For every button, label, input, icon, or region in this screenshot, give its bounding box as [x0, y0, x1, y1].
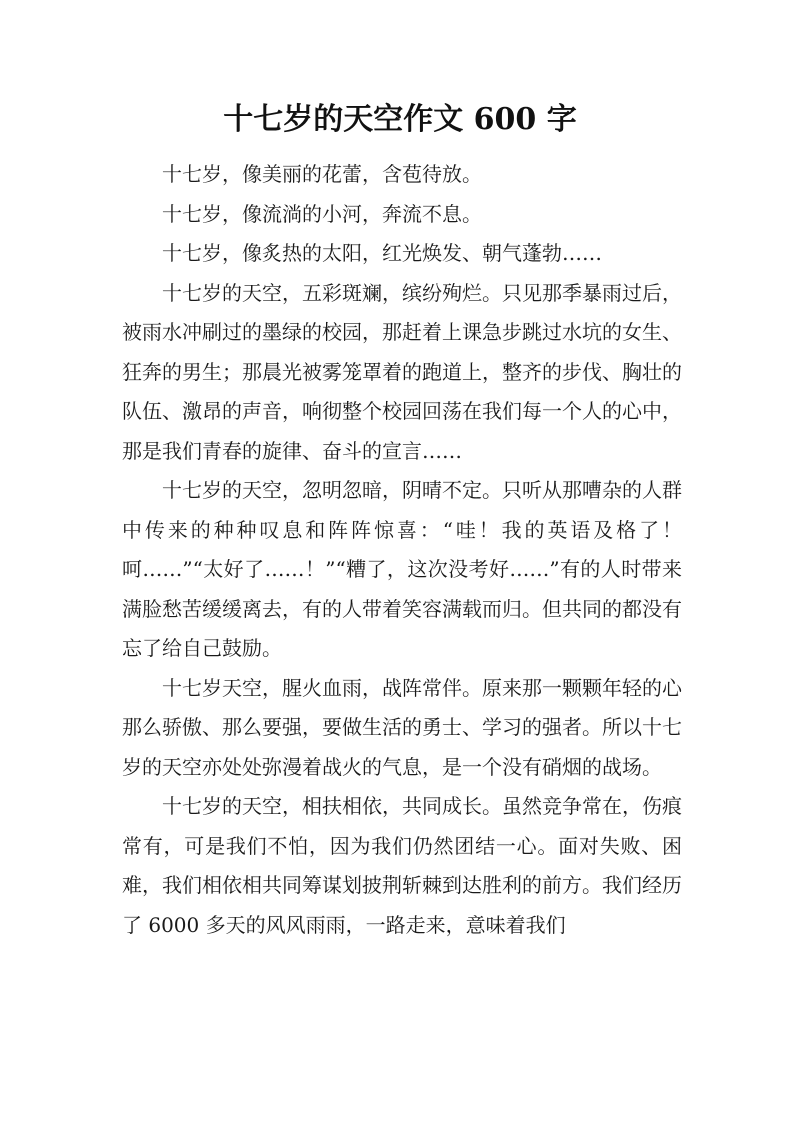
- document-title: 十七岁的天空作文 600 字: [223, 102, 577, 137]
- paragraph: 十七岁天空，腥火血雨，战阵常伴。原来那一颗颗年轻的心那么骄傲、那么要强，要做生活的勇士、学习的强者。所以十七岁的天空亦处处弥漫着战火的气息，是一个没有硝烟的战场。: [122, 675, 682, 779]
- paragraph: 十七岁，像流淌的小河，奔流不息。: [162, 201, 482, 226]
- paragraph: 十七岁的天空，五彩斑斓，缤纷殉烂。只见那季暴雨过后，被雨水冲刷过的墨绿的校园，那赶着上课急步跳过水坑的女生、狂奔的男生；那晨光被雾笼罩着的跑道上，整齐的步伐、胸壮的队伍、激昂的声音，响彻整个校园回荡在我们每一个人的心中，那是我们青春的旋律、奋斗的宣言……: [122, 280, 682, 463]
- paragraph: 十七岁，像炙热的太阳，红光焕发、朝气蓬勃……: [162, 241, 602, 265]
- paragraph: 十七岁的天空，相扶相依，共同成长。虽然竞争常在，伤痕常有，可是我们不怕，因为我们仍然团结一心。面对失败、困难，我们相依相共同筹谋划披荆斩棘到达胜利的前方。我们经历了 6000 多天的风风雨雨，一路走来，意味着我们: [122, 794, 682, 937]
- paragraph: 十七岁，像美丽的花蕾，含苞待放。: [162, 162, 482, 186]
- paragraph: 十七岁的天空，忽明忽暗，阴晴不定。只听从那嘈杂的人群中传来的种种叹息和阵阵惊喜：“哇！我的英语及格了！呵……”“太好了……！”“糟了，这次没考好……”有的人时带来满脸愁苦缓缓离去，有的人带着笑容满载而归。但共同的都没有忘了给自己鼓励。: [122, 478, 682, 660]
- document-body: [122, 155, 682, 945]
